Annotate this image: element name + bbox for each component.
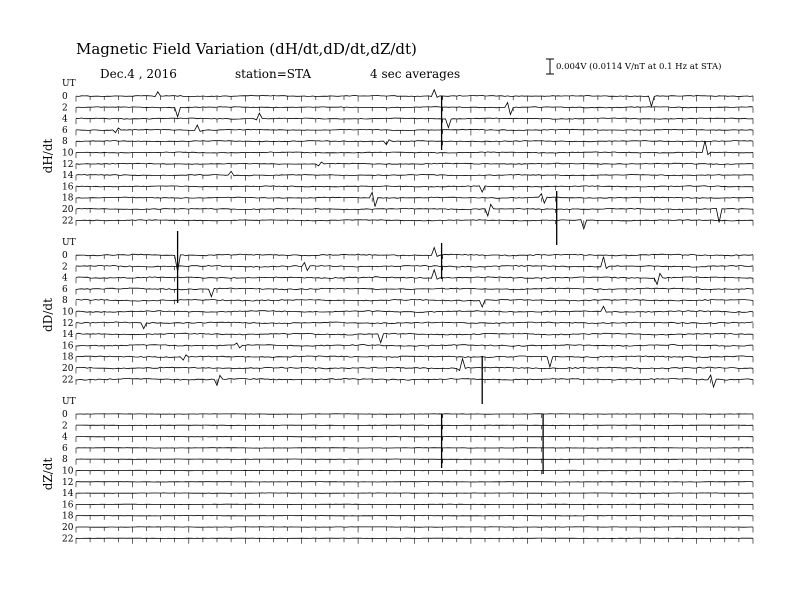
ut-label-2: UT: [62, 397, 76, 407]
panels-group: [41, 79, 753, 544]
row-label-0-2: 4: [62, 114, 68, 125]
row-label-1-0: 0: [62, 251, 68, 261]
row-label-1-8: 16: [62, 341, 74, 352]
row-label-1-1: 2: [62, 262, 68, 273]
scale-bar: [546, 59, 554, 74]
date-label: Dec.4 , 2016: [100, 67, 177, 81]
row-label-0-9: 18: [62, 193, 74, 204]
row-label-1-7: 14: [62, 330, 74, 341]
row-label-2-5: 10: [62, 466, 74, 477]
row-label-1-9: 18: [62, 352, 74, 363]
row-label-2-0: 0: [62, 410, 68, 420]
row-label-1-5: 10: [62, 307, 74, 318]
row-label-0-4: 8: [62, 137, 68, 148]
ut-label-0: UT: [62, 79, 76, 89]
row-label-0-0: 0: [62, 92, 68, 102]
panel-dD-dt: [41, 231, 753, 404]
row-label-2-3: 6: [62, 443, 68, 454]
chart-title: Magnetic Field Variation (dH/dt,dD/dt,dZ/dt): [76, 40, 417, 58]
row-label-0-11: 22: [62, 216, 74, 227]
trace-1-5: [76, 306, 753, 312]
row-label-1-11: 22: [62, 375, 74, 386]
panel-label-2: dZ/dt: [41, 457, 55, 491]
row-label-2-9: 18: [62, 511, 74, 522]
row-label-0-1: 2: [62, 103, 68, 114]
row-label-1-6: 12: [62, 318, 74, 329]
row-label-1-3: 6: [62, 284, 68, 295]
row-label-2-11: 22: [62, 534, 74, 545]
row-label-0-8: 16: [62, 182, 74, 193]
panel-dH-dt: [41, 79, 753, 245]
row-label-2-4: 8: [62, 455, 68, 466]
row-label-0-5: 10: [62, 148, 74, 159]
row-label-2-6: 12: [62, 477, 74, 488]
row-label-0-10: 20: [62, 205, 74, 215]
panel-dZ-dt: [41, 397, 753, 544]
panel-label-1: dD/dt: [41, 298, 55, 332]
row-label-2-10: 20: [62, 523, 74, 533]
row-label-1-10: 20: [62, 364, 74, 374]
row-label-0-6: 12: [62, 159, 74, 170]
row-label-0-3: 6: [62, 125, 68, 136]
row-label-2-1: 2: [62, 421, 68, 432]
ut-label-1: UT: [62, 238, 76, 248]
row-label-2-7: 14: [62, 489, 74, 500]
row-label-1-2: 4: [62, 273, 68, 284]
scale-label: 0.004V (0.0114 V/nT at 0.1 Hz at STA): [556, 62, 722, 72]
panel-label-0: dH/dt: [41, 138, 55, 174]
row-label-2-8: 16: [62, 500, 74, 511]
row-label-1-4: 8: [62, 296, 68, 307]
averaging-label: 4 sec averages: [370, 67, 461, 81]
row-label-2-2: 4: [62, 432, 68, 443]
row-label-0-7: 14: [62, 171, 74, 182]
station-label: station=STA: [235, 67, 312, 81]
